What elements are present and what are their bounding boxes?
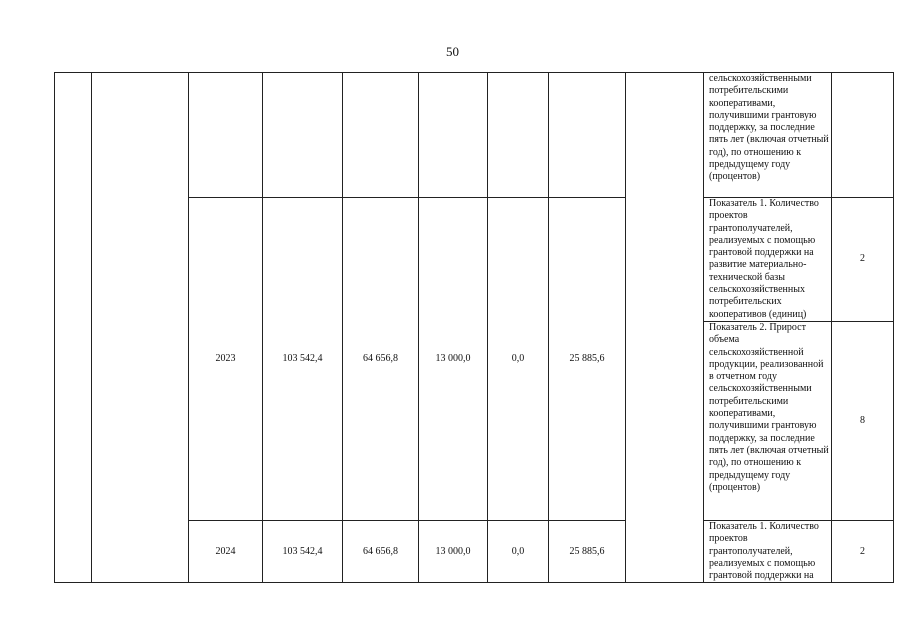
extra-cell: 25 885,6: [549, 521, 626, 583]
table-row: [55, 73, 894, 198]
indicator-value: [832, 73, 894, 198]
responsible-cell: [626, 73, 704, 583]
number-cell: [55, 73, 92, 583]
year-cell: 2024: [189, 521, 263, 583]
federal-cell: [343, 73, 419, 198]
year-cell: [189, 73, 263, 198]
year-cell: 2023: [189, 198, 263, 521]
indicator-cell: Показатель 1. Количество проектов грантополучателей, реализуемых с помощью грантовой поддержки на развитие материально-технической базы сельскохозяйственных потребительских кооперативов (единиц): [704, 198, 832, 322]
total-cell: 103 542,4: [263, 198, 343, 521]
total-cell: 103 542,4: [263, 521, 343, 583]
regional-cell: 13 000,0: [419, 521, 488, 583]
indicator-cell: сельскохозяйственными потребительскими кооперативами, получившими грантовую поддержку, за последние пять лет (включая отчетный год), по отношению к предыдущему году (процентов): [704, 73, 832, 198]
local-cell: [488, 73, 549, 198]
regional-cell: [419, 73, 488, 198]
name-cell: [92, 73, 189, 583]
federal-cell: 64 656,8: [343, 521, 419, 583]
program-table: [54, 72, 894, 583]
indicator-value: 2: [832, 198, 894, 322]
extra-cell: [549, 73, 626, 198]
federal-cell: 64 656,8: [343, 198, 419, 521]
indicator-cell: Показатель 1. Количество проектов грантополучателей, реализуемых с помощью грантовой поддержки на: [704, 521, 832, 583]
local-cell: 0,0: [488, 198, 549, 521]
indicator-value: 2: [832, 521, 894, 583]
local-cell: 0,0: [488, 521, 549, 583]
regional-cell: 13 000,0: [419, 198, 488, 521]
extra-cell: 25 885,6: [549, 198, 626, 521]
total-cell: [263, 73, 343, 198]
indicator-value: 8: [832, 322, 894, 521]
indicator-cell: Показатель 2. Прирост объема сельскохозяйственной продукции, реализованной в отчетном году сельскохозяйственными потребительскими кооперативами, получившими грантовую поддержку, за последние пять лет (включая отчетный год), по отношению к предыдущему году (процентов): [704, 322, 832, 521]
page-number: 50: [446, 44, 459, 59]
